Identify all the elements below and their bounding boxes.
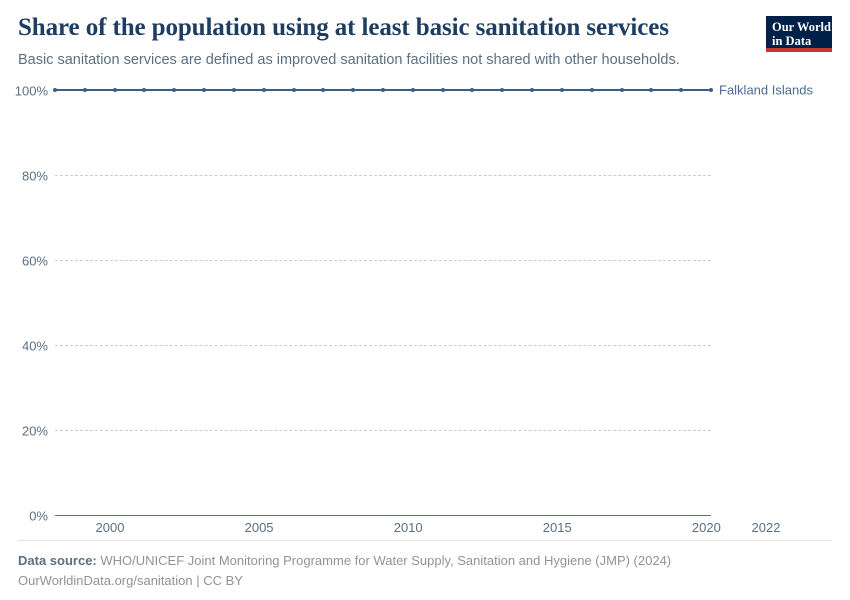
gridline	[21, 423, 711, 439]
page-title: Share of the population using at least basic sanitation services	[18, 14, 669, 41]
series-data-point[interactable]	[470, 88, 474, 92]
series-data-point[interactable]	[292, 88, 296, 92]
x-axis-tick-label: 2000	[95, 520, 125, 535]
series-data-point[interactable]	[232, 88, 236, 92]
gridline	[21, 253, 711, 269]
series-data-point[interactable]	[649, 88, 653, 92]
series-data-point[interactable]	[321, 88, 325, 92]
series-data-point[interactable]	[441, 88, 445, 92]
chart-subtitle: Basic sanitation services are defined as improved sanitation facilities not shared with other households.	[18, 51, 680, 68]
series-data-point[interactable]	[500, 88, 504, 92]
x-axis-tick-label: 2005	[244, 520, 274, 535]
y-axis-tick-label: 80%	[21, 168, 48, 184]
license-text: OurWorldinData.org/sanitation | CC BY	[18, 572, 243, 588]
license-line	[18, 571, 832, 591]
x-axis-tick-label: 2015	[542, 520, 572, 535]
chart-gridlines	[14, 82, 813, 524]
gridline	[21, 338, 711, 354]
x-axis	[55, 515, 781, 539]
x-axis-tick-label: 2020	[691, 520, 721, 535]
data-source-line	[18, 551, 832, 571]
series-data-point[interactable]	[560, 88, 564, 92]
owid-logo[interactable]	[766, 16, 832, 52]
y-axis-tick-label: 40%	[21, 338, 48, 354]
gridline	[21, 168, 711, 184]
y-axis-tick-label: 20%	[21, 423, 48, 439]
series-data-point[interactable]	[679, 88, 683, 92]
series-data-point[interactable]	[590, 88, 594, 92]
plot-area	[0, 76, 850, 541]
x-axis-tick-label: 2022	[751, 520, 781, 535]
chart-footer	[18, 540, 832, 590]
series-data-point[interactable]	[411, 88, 415, 92]
series-data-point[interactable]	[620, 88, 624, 92]
x-axis-tick-label: 2010	[393, 520, 423, 535]
y-axis-tick-label: 100%	[14, 83, 48, 99]
series-data-point[interactable]	[113, 88, 117, 92]
data-source-label: Data source:	[18, 553, 97, 568]
series-data-point[interactable]	[381, 88, 385, 92]
y-axis-tick-label: 60%	[21, 253, 48, 269]
series-data-point[interactable]	[53, 88, 57, 92]
series-data-point[interactable]	[262, 88, 266, 92]
series-data-point[interactable]	[142, 88, 146, 92]
series-data-point[interactable]	[530, 88, 534, 92]
owid-logo-line1: Our World	[772, 20, 831, 34]
data-source-text: WHO/UNICEF Joint Monitoring Programme for Water Supply, Sanitation and Hygiene (JMP) (2024)	[100, 553, 672, 568]
series-data-point[interactable]	[172, 88, 176, 92]
series-legend-label[interactable]: Falkland Islands	[719, 82, 813, 98]
series-data-point[interactable]	[351, 88, 355, 92]
owid-logo-line2: in Data	[772, 34, 812, 48]
y-axis-tick-label: 0%	[29, 508, 48, 524]
series-data-point[interactable]	[83, 88, 87, 92]
series-data-point[interactable]	[202, 88, 206, 92]
series-data-point[interactable]	[709, 88, 713, 92]
chart-header	[18, 14, 832, 70]
